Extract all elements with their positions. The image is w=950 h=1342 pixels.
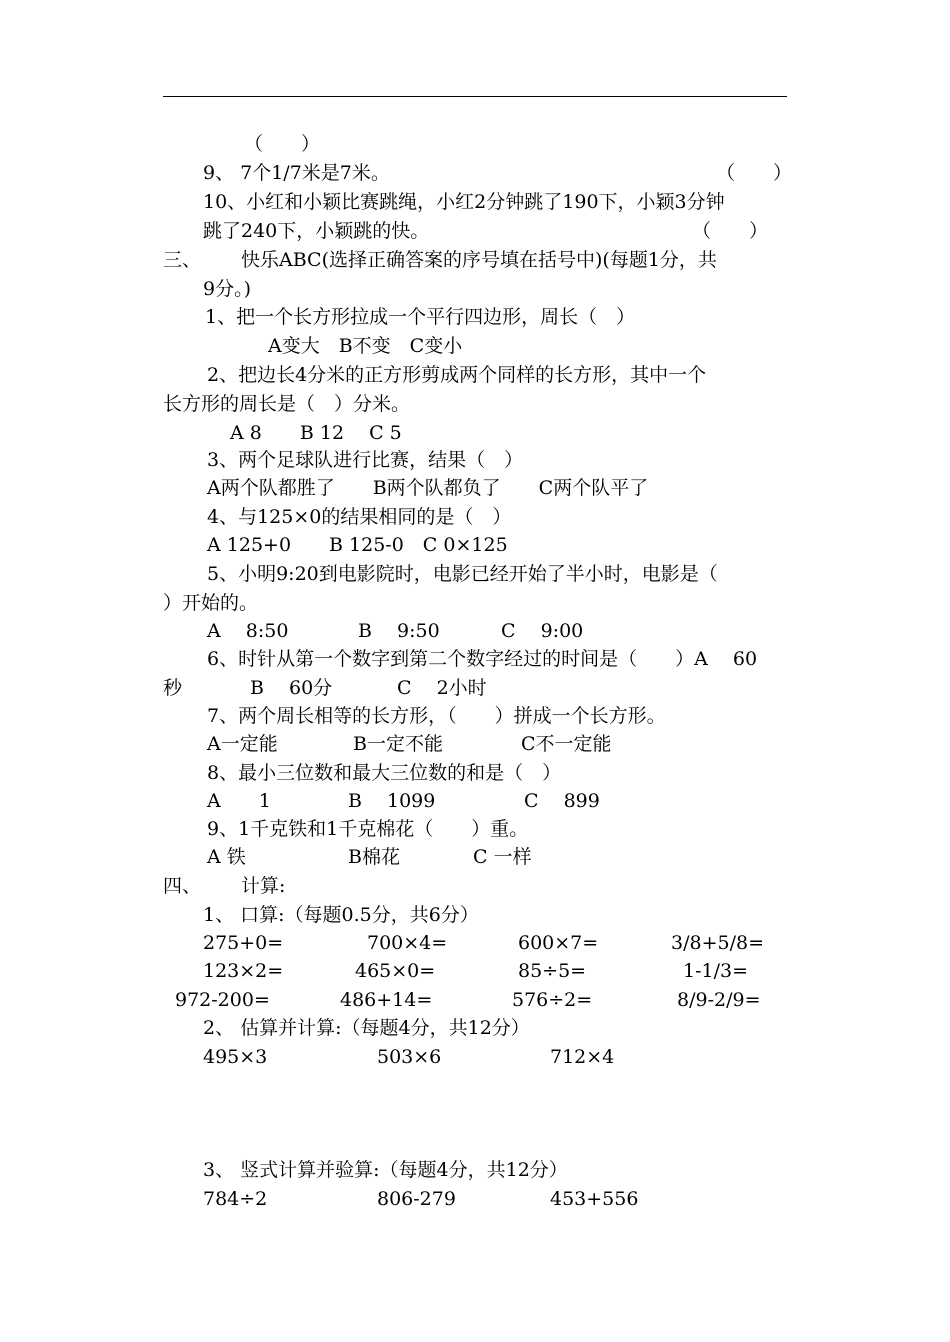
mc-option-9a: A 铁: [207, 846, 246, 868]
mc-option-8c: C 899: [524, 790, 600, 812]
mc-options-1: A变大 B不变 C变小: [268, 335, 463, 357]
section-3-number: 三、: [163, 249, 202, 271]
oral-calc-item: 3/8+5/8=: [671, 932, 764, 954]
oral-calc-item: 123×2=: [203, 960, 284, 982]
mc-question-6-line1: 6、时针从第一个数字到第二个数字经过的时间是（ ）A 60: [207, 648, 758, 670]
mc-question-9: 9、1千克铁和1千克棉花（ ）重。: [207, 818, 529, 840]
oral-calc-item: 486+14=: [340, 989, 433, 1011]
section-3-title-cont: 9分。): [203, 278, 252, 300]
mc-option-7a: A一定能: [207, 733, 278, 755]
mc-option-8b: B 1099: [348, 790, 436, 812]
mc-option-5b: B 9:50: [358, 620, 440, 642]
mc-option-9b: B棉花: [348, 846, 400, 868]
mc-option-8a: A 1: [207, 790, 271, 812]
vertical-calc-title: 3、 竖式计算并验算:（每题4分，共12分）: [203, 1159, 568, 1181]
oral-calc-item: 8/9-2/9=: [677, 989, 761, 1011]
mc-option-6-unit: 秒: [163, 677, 183, 699]
tf-question-10-line1: 10、小红和小颖比赛跳绳，小红2分钟跳了190下，小颖3分钟: [203, 191, 725, 213]
oral-calc-item: 465×0=: [355, 960, 436, 982]
section-4-number: 四、: [163, 875, 202, 897]
vertical-calc-item: 784÷2: [203, 1188, 268, 1210]
mc-question-1: 1、把一个长方形拉成一个平行四边形，周长（ ）: [205, 306, 636, 328]
mc-options-3: A两个队都胜了 B两个队都负了 C两个队平了: [207, 477, 649, 499]
mc-question-3: 3、两个足球队进行比赛，结果（ ）: [207, 449, 524, 471]
oral-calc-item: 600×7=: [518, 932, 599, 954]
oral-calc-item: 700×4=: [367, 932, 448, 954]
oral-calc-item: 275+0=: [203, 932, 284, 954]
estimate-item: 712×4: [550, 1046, 615, 1068]
header-rule: [163, 96, 787, 97]
oral-calc-item: 972-200=: [175, 989, 270, 1011]
section-3-title: 快乐ABC(选择正确答案的序号填在括号中)(每题1分，共: [241, 249, 717, 271]
section-4-title: 计算:: [241, 875, 286, 897]
tf-question-10-line2: 跳了240下，小颖跳的快。: [203, 220, 430, 242]
mc-question-2-line2: 长方形的周长是（ ）分米。: [163, 393, 411, 415]
oral-calc-item: 85÷5=: [518, 960, 587, 982]
estimate-item: 503×6: [377, 1046, 442, 1068]
mc-option-5c: C 9:00: [501, 620, 584, 642]
mc-question-7: 7、两个周长相等的长方形，（ ）拼成一个长方形。: [207, 705, 666, 727]
mc-question-5-line1: 5、小明9:20到电影院时，电影已经开始了半小时，电影是（: [207, 563, 718, 585]
mc-question-4: 4、与125×0的结果相同的是（ ）: [207, 506, 512, 528]
answer-paren: （ ）: [692, 220, 769, 242]
mc-option-7b: B一定不能: [353, 733, 443, 755]
mc-option-5a: A 8:50: [207, 620, 289, 642]
oral-calc-item: 576÷2=: [512, 989, 593, 1011]
answer-paren: （ ）: [244, 133, 321, 155]
vertical-calc-item: 806-279: [377, 1188, 456, 1210]
answer-paren: （ ）: [716, 162, 793, 184]
mc-option-6c: C 2小时: [397, 677, 487, 699]
mc-option-9c: C 一样: [473, 846, 532, 868]
mc-question-2-line1: 2、把边长4分米的正方形剪成两个同样的长方形，其中一个: [207, 364, 707, 386]
mc-option-6b: B 60分: [250, 677, 333, 699]
oral-calc-title: 1、 口算:（每题0.5分，共6分）: [203, 904, 479, 926]
estimate-title: 2、 估算并计算:（每题4分，共12分）: [203, 1017, 530, 1039]
mc-option-7c: C不一定能: [521, 733, 612, 755]
mc-options-4: A 125+0 B 125-0 C 0×125: [207, 534, 508, 556]
mc-question-5-line2: ）开始的。: [163, 592, 259, 614]
mc-question-8: 8、最小三位数和最大三位数的和是（ ）: [207, 762, 562, 784]
mc-options-2: A 8 B 12 C 5: [230, 422, 402, 444]
vertical-calc-item: 453+556: [550, 1188, 639, 1210]
tf-question-9: 9、 7个1/7米是7米。: [203, 162, 390, 184]
estimate-item: 495×3: [203, 1046, 268, 1068]
oral-calc-item: 1-1/3=: [683, 960, 749, 982]
